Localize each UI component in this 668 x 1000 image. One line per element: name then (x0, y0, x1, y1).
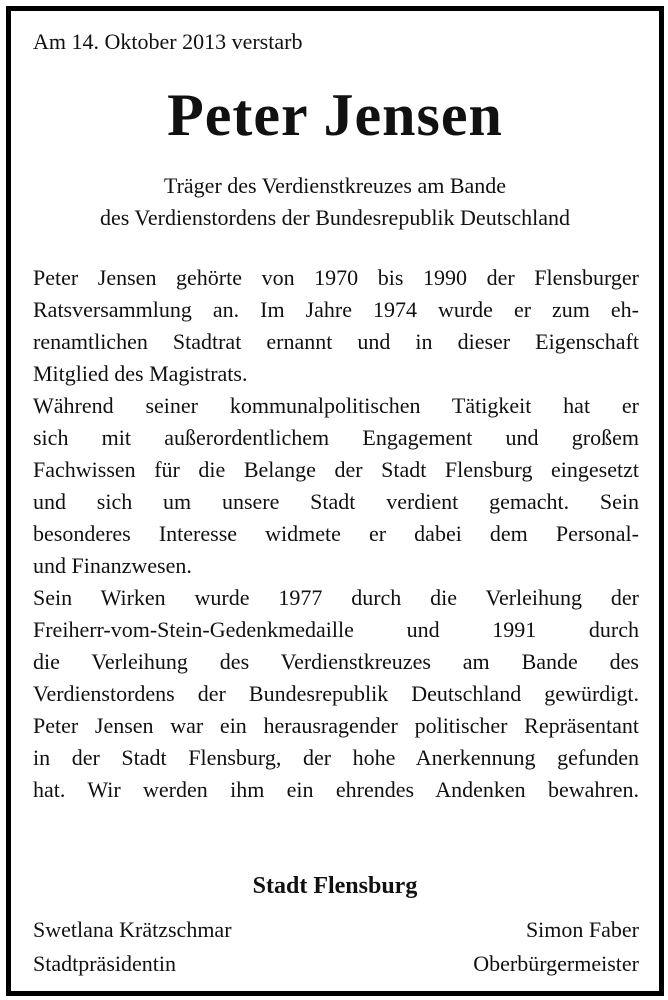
body-line: Verdienstordens der Bundesrepublik Deutschland gewürdigt. (33, 681, 639, 706)
obituary-notice (6, 6, 664, 996)
body-line: und sich um unsere Stadt verdient gemacht. Sein (33, 489, 639, 514)
body-line: Während seiner kommunalpolitischen Tätigkeit hat er (33, 393, 639, 418)
deceased-name: Peter Jensen (167, 82, 503, 148)
signatory-right-name: Simon Faber (525, 917, 639, 942)
body-line: Peter Jensen war ein herausragender politischer Repräsentant (33, 713, 639, 738)
body-line: Mitglied des Magistrats. (33, 361, 248, 386)
body-line: sich mit außerordentlichem Engagement und großem (33, 425, 639, 450)
signatory-left-title: Stadtpräsidentin (33, 951, 176, 976)
body-line: Ratsversammlung an. Im Jahre 1974 wurde er zum eh- (33, 297, 639, 322)
signatory-left-name: Swetlana Krätzschmar (33, 917, 232, 942)
body-line: Peter Jensen gehörte von 1970 bis 1990 der Flensburger (33, 265, 639, 290)
honor-line-2: des Verdienstordens der Bundesrepublik Deutschland (99, 205, 571, 230)
body-line: Sein Wirken wurde 1977 durch die Verleihung der (33, 585, 639, 610)
intro-line: Am 14. Oktober 2013 verstarb (33, 29, 303, 54)
body-line: in der Stadt Flensburg, der hohe Anerkennung gefunden (33, 745, 639, 770)
body-line: Fachwissen für die Belange der Stadt Flensburg eingesetzt (33, 457, 639, 482)
organization-name: Stadt Flensburg (252, 873, 418, 899)
body-line: renamtlichen Stadtrat ernannt und in dieser Eigenschaft (33, 329, 639, 354)
signatory-right-title: Oberbürgermeister (473, 951, 639, 976)
body-line: besonderes Interesse widmete er dabei dem Personal- (33, 521, 639, 546)
notice-content (11, 11, 659, 991)
body-line: hat. Wir werden ihm ein ehrendes Andenken bewahren. (33, 777, 639, 802)
body-line: die Verleihung des Verdienstkreuzes am Bande des (33, 649, 639, 674)
body-line: und Finanzwesen. (33, 553, 192, 578)
body-line: Freiherr-vom-Stein-Gedenkmedaille und 1991 durch (33, 617, 639, 642)
honor-line-1: Träger des Verdienstkreuzes am Bande (163, 173, 507, 198)
